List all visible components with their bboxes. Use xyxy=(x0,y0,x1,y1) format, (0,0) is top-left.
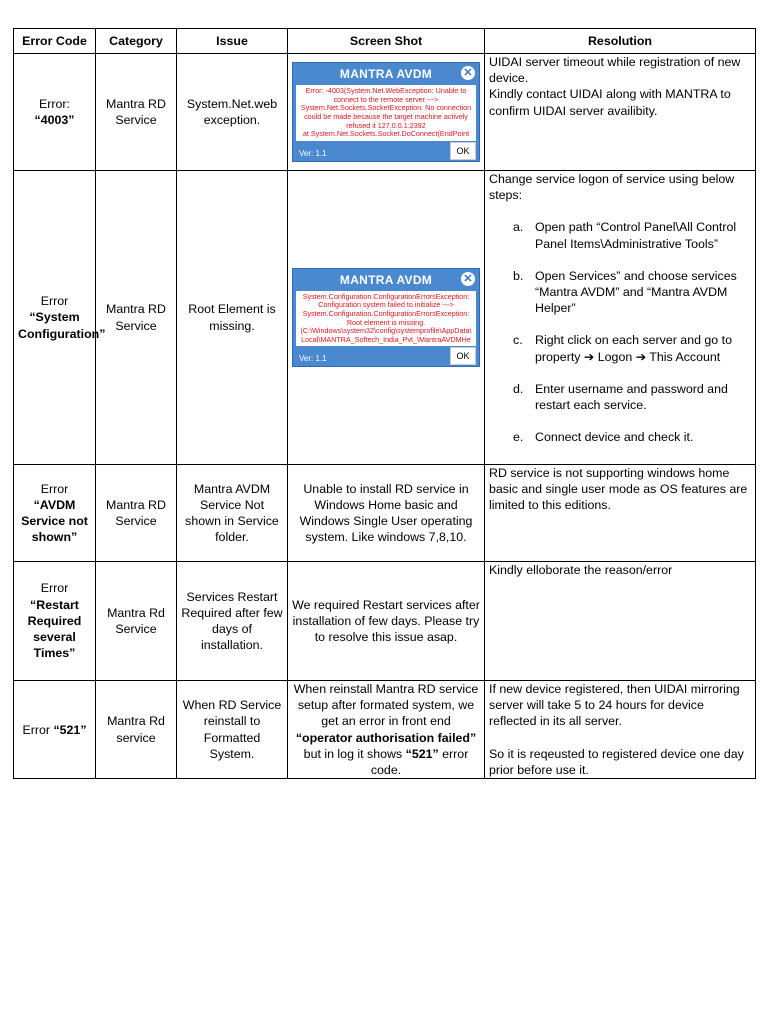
resolution-text: Kindly contact UIDAI along with MANTRA to confirm UIDAI server availibity. xyxy=(489,87,731,118)
resolution-cell xyxy=(485,171,756,465)
dialog-title-bar xyxy=(293,269,479,291)
category-cell: Mantra RD Service xyxy=(96,171,177,465)
error-code-cell xyxy=(14,54,96,171)
screenshot-text: error code. xyxy=(370,746,469,778)
header-resolution: Resolution xyxy=(485,29,756,54)
screenshot-text-cell: We required Restart services after installation of few days. Please try to resolve this issue asap. xyxy=(288,562,485,681)
issue-cell: When RD Service reinstall to Formatted System. xyxy=(177,681,288,779)
error-table xyxy=(13,28,756,779)
step-letter: a. xyxy=(513,220,524,235)
header-issue: Issue xyxy=(177,29,288,54)
step-letter: c. xyxy=(513,333,523,348)
dialog-ok-button: OK xyxy=(450,347,476,365)
dialog-message-line: System.Net.Sockets.SocketException: No connection xyxy=(300,103,472,113)
step-item xyxy=(489,429,751,445)
step-text: This Account xyxy=(649,349,721,364)
dialog-title-bar xyxy=(293,63,479,85)
step-text: Right click on each server and go to property xyxy=(535,333,732,364)
resolution-cell xyxy=(485,681,756,779)
arrow-right-icon: ➔ xyxy=(635,349,647,364)
dialog-ok-button: OK xyxy=(450,142,476,160)
screenshot-text-cell xyxy=(288,681,485,779)
screenshot-cell xyxy=(288,54,485,171)
issue-cell: System.Net.web exception. xyxy=(177,54,288,171)
error-code-cell xyxy=(14,562,96,681)
resolution-cell xyxy=(485,54,756,171)
resolution-text: UIDAI server timeout while registration of new device. xyxy=(489,55,741,86)
dialog-message-line: connect to the remote server ---> xyxy=(333,94,439,104)
category-cell: Mantra Rd Service xyxy=(96,562,177,681)
error-code-value: “521” xyxy=(53,722,87,737)
error-code-cell xyxy=(14,171,106,465)
step-letter: b. xyxy=(513,268,524,283)
close-icon: ✕ xyxy=(461,66,475,80)
table-row xyxy=(14,171,756,465)
error-code-prefix: Error: xyxy=(39,96,70,111)
issue-cell: Services Restart Required after few days of installation. xyxy=(177,562,288,681)
dialog-title: MANTRA AVDM xyxy=(339,272,433,287)
step-item xyxy=(489,381,751,413)
dialog-version: Ver: 1.1 xyxy=(299,354,327,364)
table-row xyxy=(14,465,756,562)
resolution-steps xyxy=(489,219,751,445)
error-code-prefix: Error xyxy=(22,722,50,737)
issue-cell: Mantra AVDM Service Not shown in Service folder. xyxy=(177,465,288,562)
header-error-code: Error Code xyxy=(14,29,96,54)
error-code-value: “System Configuration” xyxy=(18,310,106,341)
error-code-value: “4003” xyxy=(34,113,75,127)
screenshot-text-bold: “operator authorisation failed” xyxy=(295,730,477,745)
issue-cell: Root Element is missing. xyxy=(177,171,288,465)
table-row xyxy=(14,562,756,681)
category-cell: Mantra RD Service xyxy=(96,54,177,171)
screenshot-text: When reinstall Mantra RD service setup after formated system, we get an error in front end xyxy=(293,682,479,729)
error-dialog-screenshot xyxy=(292,62,480,162)
step-item xyxy=(489,268,751,317)
dialog-message-line: Error: -4003(System.Net.WebException: Unable to xyxy=(305,86,467,96)
error-code-value: “AVDM Service not shown” xyxy=(21,497,88,545)
step-letter: e. xyxy=(513,430,524,445)
error-code-prefix: Error xyxy=(40,481,69,496)
error-dialog-screenshot xyxy=(292,268,480,368)
dialog-title: MANTRA AVDM xyxy=(339,67,433,82)
screenshot-text-cell: Unable to install RD service in Windows Home basic and Windows Single User operating system. Like windows 7,8,10. xyxy=(288,465,485,562)
error-code-prefix: Error xyxy=(40,581,69,596)
dialog-version: Ver: 1.1 xyxy=(299,148,327,158)
header-category: Category xyxy=(96,29,177,54)
error-code-prefix: Error xyxy=(40,294,69,309)
dialog-message-line: at System.Net.Sockets.Socket.DoConnect(EndPoint xyxy=(302,129,470,139)
step-text: Enter username and password and restart each service. xyxy=(535,381,728,413)
dialog-message-line: Root element is missing. xyxy=(346,317,426,327)
resolution-cell xyxy=(485,562,756,681)
step-text: Open Services” and choose services “Mantra AVDM” and “Mantra AVDM Helper” xyxy=(535,268,737,316)
resolution-text: So it is reqeusted to registered device one day prior before use it. xyxy=(489,746,744,777)
dialog-message-line: Local\MANTRA_Softech_India_Pvt_\MantraAVDMHe xyxy=(301,334,471,344)
error-code-cell xyxy=(14,465,96,562)
category-cell: Mantra Rd service xyxy=(96,681,177,779)
resolution-intro: Change service logon of service using below steps: xyxy=(489,172,735,203)
header-screen-shot: Screen Shot xyxy=(288,29,485,54)
error-code-value: “Restart Required several Times” xyxy=(27,597,82,661)
error-code-cell xyxy=(14,681,96,779)
resolution-cell xyxy=(485,465,756,562)
step-text: Logon xyxy=(597,349,633,364)
category-cell: Mantra RD Service xyxy=(96,465,177,562)
dialog-message xyxy=(296,291,476,347)
dialog-message-line: System.Configuration.ConfigurationErrorsException: xyxy=(302,291,470,301)
resolution-text: Kindly elloborate the reason/error xyxy=(489,563,673,577)
table-row xyxy=(14,54,756,171)
resolution-text: RD service is not supporting windows home basic and single user mode as OS features are limited to this editions. xyxy=(489,466,748,513)
dialog-message-line: (C:\Windows\system32\config\systemprofile\AppData\ xyxy=(300,326,472,336)
dialog-message-line: could be made because the target machine actively xyxy=(304,112,468,121)
screenshot-text: but in log it shows xyxy=(303,746,403,761)
step-letter: d. xyxy=(513,381,524,396)
step-text: Open path “Control Panel\All Control Panel Items\Administrative Tools” xyxy=(535,220,737,251)
dialog-footer xyxy=(293,346,479,366)
close-icon: ✕ xyxy=(461,272,475,286)
table-row xyxy=(14,681,756,779)
step-text: Connect device and check it. xyxy=(535,430,694,445)
dialog-footer xyxy=(293,141,479,161)
resolution-text: If new device registered, then UIDAI mirroring server will take 5 to 24 hours for device reflected in its all server. xyxy=(489,682,740,729)
dialog-message xyxy=(296,85,476,141)
screenshot-text-bold: “521” xyxy=(405,746,439,761)
arrow-right-icon: ➔ xyxy=(583,349,595,364)
dialog-message-line: System.Configuration.ConfigurationErrorsException: xyxy=(302,308,470,318)
step-item xyxy=(489,219,751,251)
dialog-message-line: Configuration system failed to initialize ---> xyxy=(318,300,454,310)
header-row xyxy=(14,29,756,54)
dialog-message-line: refused it 127.0.0.1:2392 xyxy=(346,120,426,130)
screenshot-cell xyxy=(288,171,485,465)
step-item xyxy=(489,332,751,364)
